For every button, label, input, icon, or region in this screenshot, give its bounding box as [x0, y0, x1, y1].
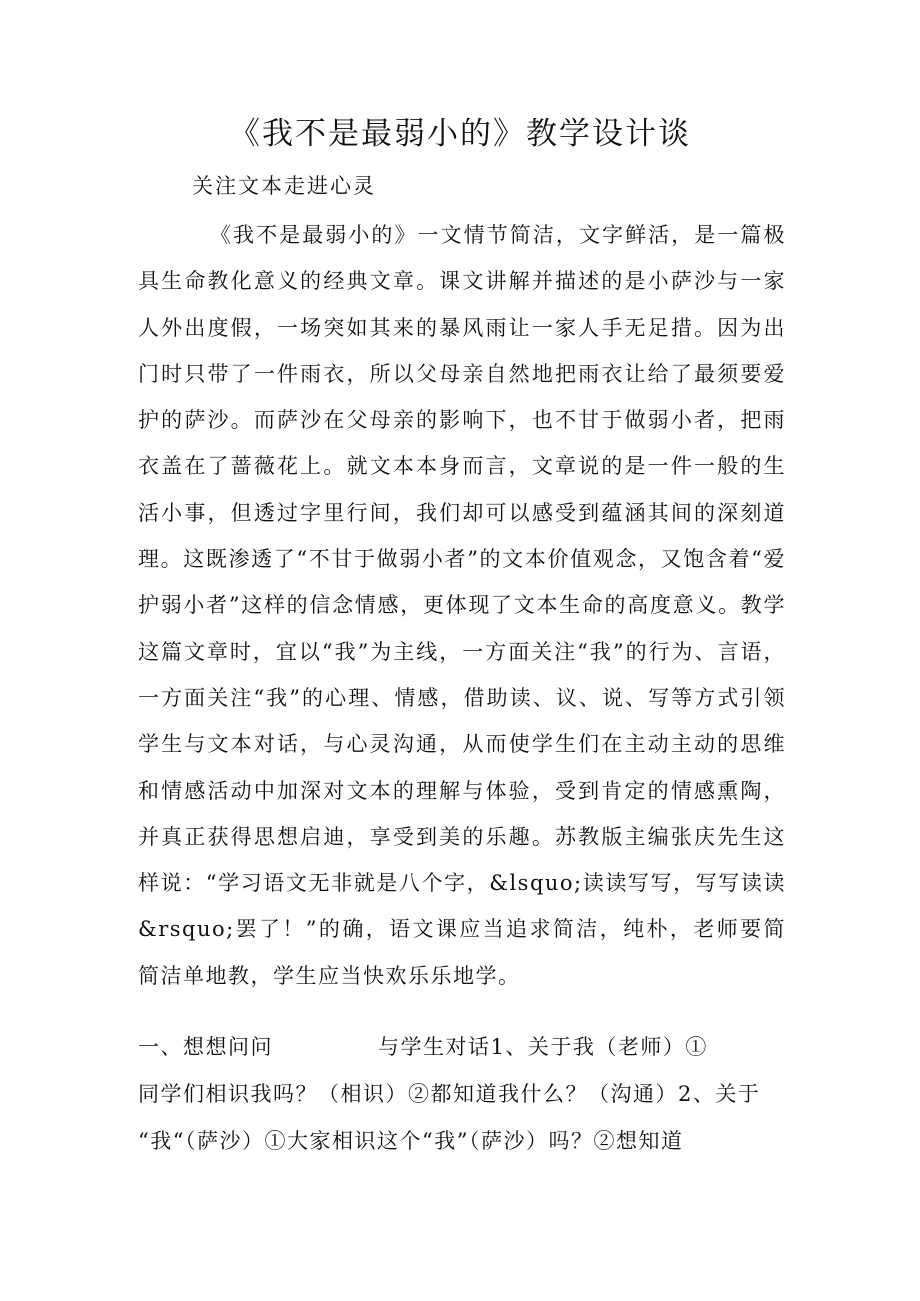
- document-title: 《我不是最弱小的》教学设计谈: [229, 116, 691, 152]
- section-line-1-text: 与学生对话1、关于我（老师）①: [378, 1035, 708, 1059]
- body-paragraph: 《我不是最弱小的》一文情节简洁，文字鲜活，是一篇极具生命教化意义的经典文章。课文讲解并描述的是小萨沙与一家人外出度假，一场突如其来的暴风雨让一家人手无足措。因为出门时只带了一件雨衣，所以父母亲自然地把雨衣让给了最须要爱护的萨沙。而萨沙在父母亲的影响下，也不甘于做弱小者，把雨衣盖在了蔷薇花上。就文本本身而言，文章说的是一件一般的生活小事，但透过字里行间，我们却可以感受到蕴涵其间的深刻道理。这既渗透了“不甘于做弱小者”的文本价值观念，又饱含着“爱护弱小者”这样的信念情感，更体现了文本生命的高度意义。教学这篇文章时，宜以“我”为主线，一方面关注“我”的行为、言语，一方面关注“我”的心理、情感，借助读、议、说、写等方式引领学生与文本对话，与心灵沟通，从而使学生们在主动主动的思维和情感活动中加深对文本的理解与体验，受到肯定的情感熏陶，并真正获得思想启迪，享受到美的乐趣。苏教版主编张庆先生这样说：“学习语文无非就是八个字，&lsquo;读读写写，写写读读&rsquo;罢了！”的确，语文课应当追求简洁，纯朴，老师要简简洁单地教，学生应当快欢乐乐地学。: [138, 223, 786, 988]
- section-line-3: “我“（萨沙）①大家相识这个“我”（萨沙）吗？②想知道: [138, 1129, 684, 1153]
- section-line-1: [138, 1024, 786, 1070]
- document-subtitle: 关注文本走进心灵: [192, 174, 376, 198]
- section-heading: 一、想想问问: [138, 1035, 273, 1059]
- section-line-2: 同学们相识我吗？（相识）②都知道我什么？（沟通）2、关于: [138, 1082, 761, 1106]
